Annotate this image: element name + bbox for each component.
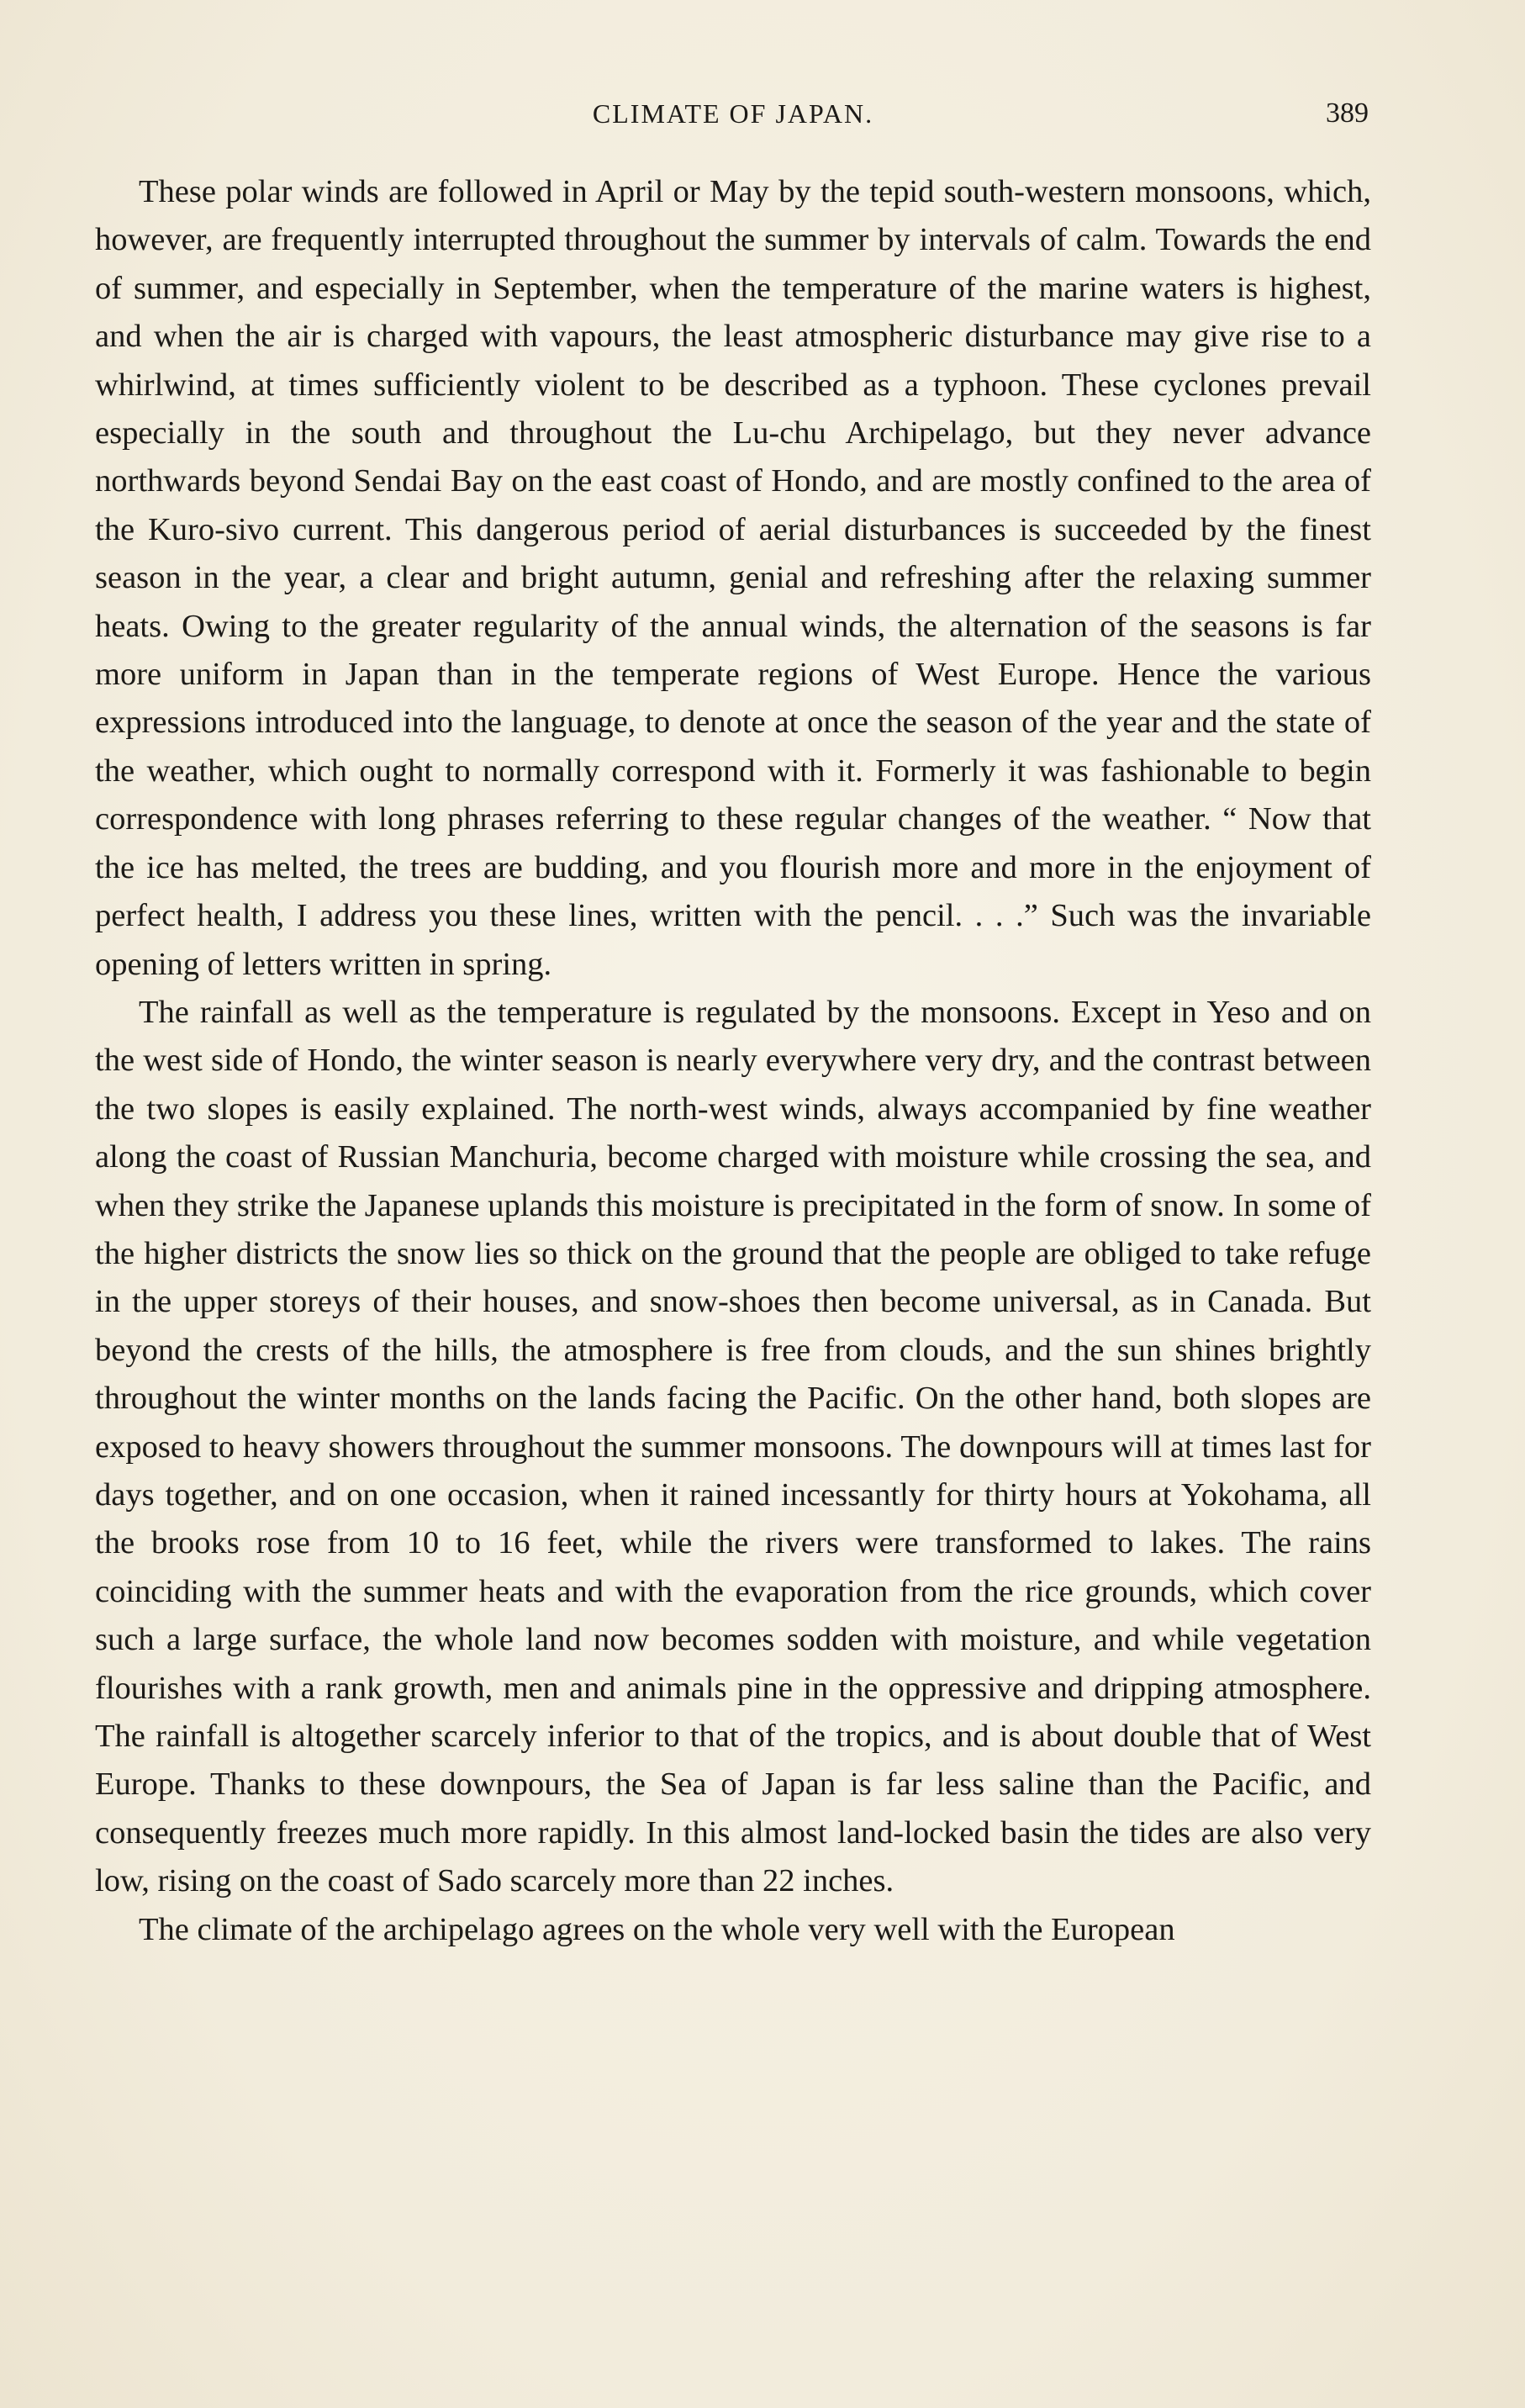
paragraph-rainfall: The rainfall as well as the temperature is regulated by the monsoons. Except in Yeso and on the west side of Hondo, the winter season is nearly everywhere very dry, and the contrast between the two slopes is easily explained. The north-west winds, always accompanied by fine weather along the coast of Russian Manchuria, become charged with moisture while crossing the sea, and when they strike the Japanese uplands this moisture is precipitated in the form of snow. In some of the higher districts the snow lies so thick on the ground that the people are obliged to take refuge in the upper storeys of their houses, and snow-shoes then become universal, as in Canada. But beyond the crests of the hills, the atmosphere is free from clouds, and the sun shines brightly throughout the winter months on the lands facing the Pacific. On the other hand, both slopes are exposed to heavy showers throughout the summer monsoons. The downpours will at times last for days together, and on one occasion, when it rained incessantly for thirty hours at Yokohama, all the brooks rose from 10 to 16 feet, while the rivers were transformed to lakes. The rains coinciding with the summer heats and with the evaporation from the rice grounds, which cover such a large surface, the whole land now becomes sodden with moisture, and while vegetation flourishes with a rank growth, men and animals pine in the oppressive and dripping atmosphere. The rainfall is altogether scarcely inferior to that of the tropics, and is about double that of West Europe. Thanks to these downpours, the Sea of Japan is far less saline than the Pacific, and consequently freezes much more rapidly. In this almost land-locked basin the tides are also very low, rising on the coast of Sado scarcely more than 22 inches. (95, 994, 1371, 1899)
paragraph-climate: The climate of the archipelago agrees on the whole very well with the European (139, 1911, 1175, 1947)
page-number: 389 (1326, 98, 1369, 129)
running-header (98, 92, 1369, 135)
running-title: CLIMATE OF JAPAN. (592, 98, 874, 129)
body-text (95, 168, 1371, 1954)
paragraph-polar-winds: These polar winds are followed in April or May by the tepid south-western monsoons, which, however, are frequently interrupted throughout the summer by intervals of calm. Towards the end of summer, and especially in September, when the temperature of the marine waters is highest, and when the air is charged with vapours, the least atmospheric disturbance may give rise to a whirlwind, at times sufficiently violent to be described as a typhoon. These cyclones prevail especially in the south and throughout the Lu-chu Archipelago, but they never advance northwards beyond Sendai Bay on the east coast of Hondo, and are mostly confined to the area of the Kuro-sivo current. This dangerous period of aerial disturbances is succeeded by the finest season in the year, a clear and bright autumn, genial and refreshing after the relaxing summer heats. Owing to the greater regularity of the annual winds, the alternation of the seasons is far more uniform in Japan than in the temperate regions of West Europe. Hence the various expressions introduced into the language, to denote at once the season of the year and the state of the weather, which ought to normally correspond with it. Formerly it was fashionable to begin correspondence with long phrases referring to these regular changes of the weather. “ Now that the ice has melted, the trees are budding, and you flourish more and more in the enjoyment of perfect health, I address you these lines, written with the pencil. . . .” Such was the invariable opening of letters written in spring. (95, 174, 1371, 982)
